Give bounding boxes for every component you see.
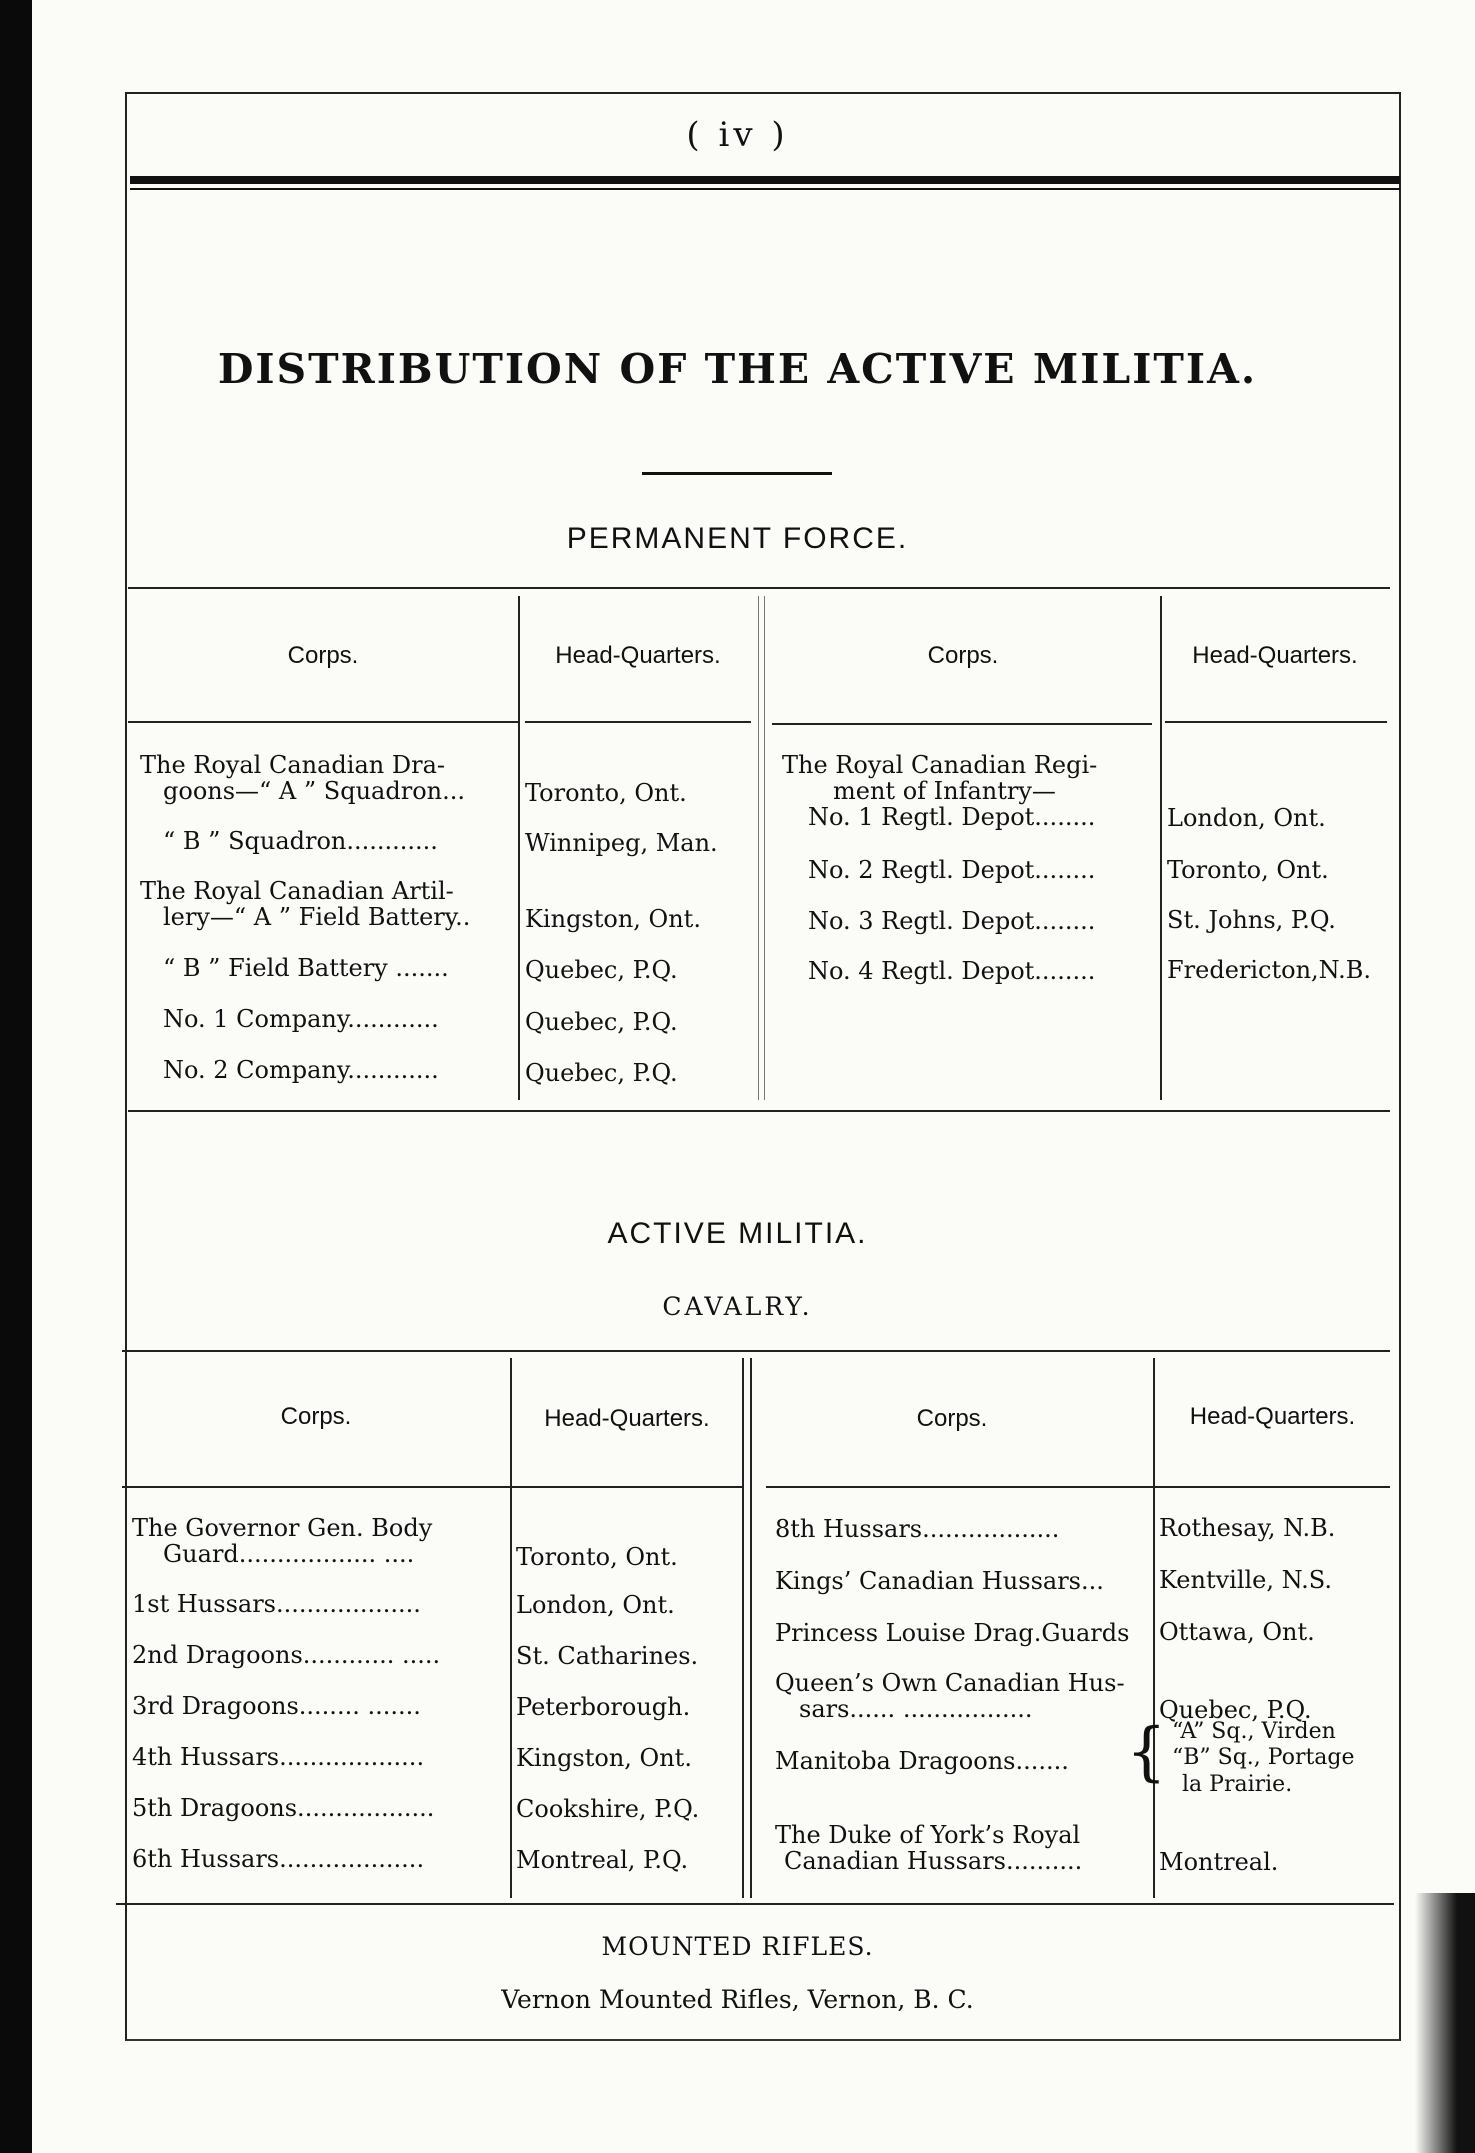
pf-table-top-rule xyxy=(128,587,1390,589)
pf-hq-header: Head-Quarters. xyxy=(555,642,721,669)
pf-corps-entry: goons—“ A ” Squadron... xyxy=(163,777,465,805)
am-corps-entry: sars...... ................. xyxy=(799,1695,1033,1723)
pf-corps-entry: “ B ” Squadron............ xyxy=(163,827,438,855)
pf-hq-entry: St. Johns, P.Q. xyxy=(1167,906,1336,934)
am-hq-entry: Montreal. xyxy=(1159,1848,1279,1876)
am-header-rule xyxy=(766,1486,1390,1488)
pf-corps-entry: The Royal Canadian Regi- xyxy=(782,751,1098,779)
permanent-force-heading: PERMANENT FORCE. xyxy=(566,522,909,555)
am-hq-entry: Kentville, N.S. xyxy=(1159,1566,1332,1594)
am-col-divider xyxy=(742,1358,744,1898)
am-corps-entry: The Governor Gen. Body xyxy=(132,1514,433,1542)
active-militia-heading: ACTIVE MILITIA. xyxy=(607,1217,868,1250)
am-corps-header: Corps. xyxy=(916,1405,988,1432)
am-hq-entry: London, Ont. xyxy=(516,1591,675,1619)
pf-header-rule xyxy=(1165,721,1387,723)
am-hq-entry: Toronto, Ont. xyxy=(516,1543,678,1571)
pf-hq-header: Head-Quarters. xyxy=(1192,642,1358,669)
pf-col-divider xyxy=(1160,596,1162,1100)
am-hq-header: Head-Quarters. xyxy=(1189,1403,1356,1430)
pf-col-divider xyxy=(518,596,520,1100)
page-title: DISTRIBUTION OF THE ACTIVE MILITIA. xyxy=(217,345,1258,393)
am-hq-entry: Rothesay, N.B. xyxy=(1159,1514,1336,1542)
am-corps-entry: Princess Louise Drag.Guards xyxy=(775,1619,1130,1647)
am-hq-entry: Montreal, P.Q. xyxy=(516,1846,689,1874)
pf-hq-entry: Toronto, Ont. xyxy=(525,779,687,807)
am-hq-entry: Cookshire, P.Q. xyxy=(516,1795,700,1823)
am-corps-entry: 1st Hussars................... xyxy=(132,1590,421,1618)
page-number: ( iv ) xyxy=(686,115,789,155)
am-col-divider xyxy=(1153,1358,1155,1898)
am-hq-entry: Ottawa, Ont. xyxy=(1159,1618,1315,1646)
header-rule xyxy=(130,176,1400,184)
am-corps-entry: 5th Dragoons.................. xyxy=(132,1794,435,1822)
am-corps-entry: 6th Hussars................... xyxy=(132,1845,425,1873)
am-corps-entry: Manitoba Dragoons....... xyxy=(775,1747,1069,1775)
mounted-rifles-heading: MOUNTED RIFLES. xyxy=(601,1932,874,1961)
am-corps-entry: 3rd Dragoons........ ....... xyxy=(132,1692,421,1720)
am-corps-entry: 4th Hussars................... xyxy=(132,1743,425,1771)
pf-hq-entry: Quebec, P.Q. xyxy=(525,956,678,984)
am-hq-entry: “A” Sq., Virden xyxy=(1172,1719,1336,1744)
am-table-top-rule xyxy=(122,1350,1390,1352)
pf-corps-entry: No. 1 Regtl. Depot........ xyxy=(808,803,1096,831)
pf-corps-entry: No. 3 Regtl. Depot........ xyxy=(808,907,1096,935)
pf-hq-entry: London, Ont. xyxy=(1167,804,1326,832)
pf-col-divider xyxy=(758,596,759,1100)
am-hq-entry: Kingston, Ont. xyxy=(516,1744,692,1772)
am-col-divider xyxy=(750,1358,752,1898)
pf-corps-entry: lery—“ A ” Field Battery.. xyxy=(163,903,471,931)
am-corps-entry: The Duke of York’s Royal xyxy=(775,1821,1081,1849)
pf-corps-header: Corps. xyxy=(927,642,999,669)
pf-header-rule xyxy=(128,721,518,723)
am-hq-header: Head-Quarters. xyxy=(544,1405,710,1432)
pf-corps-header: Corps. xyxy=(287,642,359,669)
pf-hq-entry: Toronto, Ont. xyxy=(1167,856,1329,884)
pf-hq-entry: Quebec, P.Q. xyxy=(525,1008,678,1036)
pf-corps-entry: No. 1 Company............ xyxy=(163,1005,439,1033)
pf-col-divider xyxy=(764,596,765,1100)
mounted-rifles-entry: Vernon Mounted Rifles, Vernon, B. C. xyxy=(501,1985,974,2014)
title-rule xyxy=(642,472,832,475)
pf-hq-entry: Winnipeg, Man. xyxy=(525,829,718,857)
am-corps-entry: Queen’s Own Canadian Hus- xyxy=(775,1669,1125,1697)
pf-corps-entry: “ B ” Field Battery ....... xyxy=(163,954,449,982)
scan-edge xyxy=(0,0,32,2153)
am-hq-entry: la Prairie. xyxy=(1182,1772,1293,1797)
am-corps-entry: Canadian Hussars.......... xyxy=(784,1847,1083,1875)
brace-icon: { xyxy=(1126,1715,1167,1789)
pf-corps-entry: The Royal Canadian Artil- xyxy=(140,877,454,905)
am-corps-entry: Kings’ Canadian Hussars... xyxy=(775,1567,1104,1595)
pf-hq-entry: Kingston, Ont. xyxy=(525,905,701,933)
am-table-bottom-rule xyxy=(116,1903,1394,1905)
am-corps-entry: Guard.................. .... xyxy=(163,1540,415,1568)
pf-hq-entry: Fredericton,N.B. xyxy=(1167,956,1372,984)
pf-corps-entry: ment of Infantry— xyxy=(833,777,1056,805)
pf-corps-entry: No. 2 Regtl. Depot........ xyxy=(808,856,1096,884)
am-col-divider xyxy=(510,1358,512,1898)
pf-table-bottom-rule xyxy=(128,1110,1390,1112)
cavalry-heading: CAVALRY. xyxy=(662,1292,813,1321)
am-corps-entry: 8th Hussars.................. xyxy=(775,1515,1060,1543)
am-hq-entry: St. Catharines. xyxy=(516,1642,699,1670)
pf-hq-entry: Quebec, P.Q. xyxy=(525,1059,678,1087)
header-rule-thin xyxy=(130,188,1400,190)
am-corps-header: Corps. xyxy=(280,1403,352,1430)
am-header-rule xyxy=(122,1486,742,1488)
pf-corps-entry: No. 2 Company............ xyxy=(163,1056,439,1084)
am-hq-entry: Quebec, P.Q. xyxy=(1159,1696,1312,1724)
pf-header-rule xyxy=(525,721,751,723)
pf-corps-entry: The Royal Canadian Dra- xyxy=(140,751,445,779)
am-corps-entry: 2nd Dragoons............ ..... xyxy=(132,1641,441,1669)
am-hq-entry: “B” Sq., Portage xyxy=(1172,1745,1355,1770)
pf-corps-entry: No. 4 Regtl. Depot........ xyxy=(808,957,1096,985)
am-hq-entry: Peterborough. xyxy=(516,1693,691,1721)
pf-header-rule xyxy=(772,723,1152,725)
